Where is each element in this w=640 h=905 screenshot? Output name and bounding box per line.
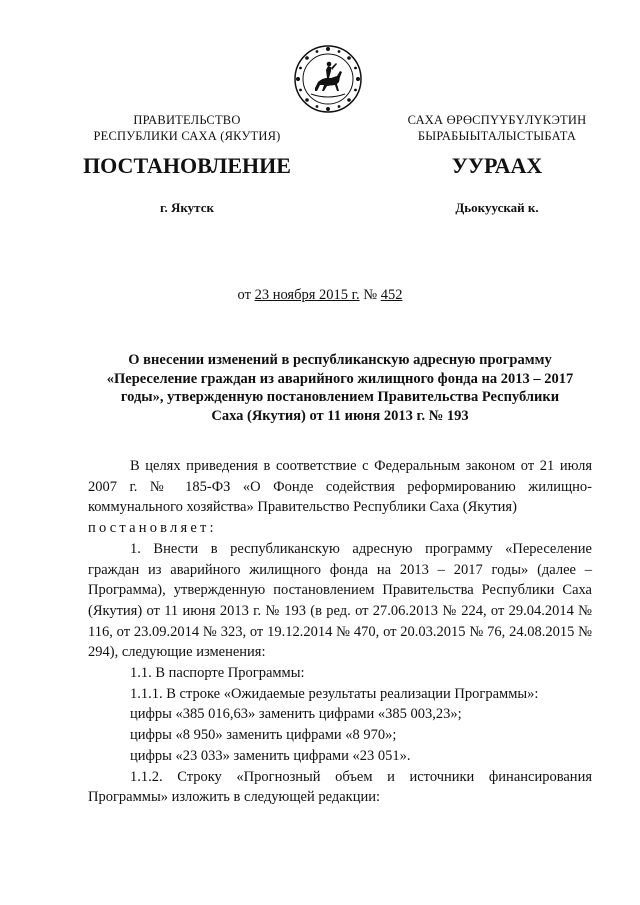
decree-title-sakha: УУРААХ (451, 153, 543, 178)
paragraph-resolves: постановляет: (88, 520, 217, 537)
title-line-2: «Переселение граждан из аварийного жилищного фонда на 2013 – 2017 (106, 370, 574, 387)
title-line-3: годы», утвержденную постановлением Правительства Республики (120, 389, 560, 405)
sakha-coat-of-arms-icon (293, 44, 363, 114)
document-title (88, 351, 592, 425)
government-line-1: ПРАВИТЕЛЬСТВО (133, 113, 241, 127)
paragraph-replace-2: цифры «8 950» заменить цифрами «8 970»; (130, 727, 397, 744)
paragraph-item-1-1-1: 1.1.1. В строке «Ожидаемые результаты реализации Программы»: (130, 685, 539, 702)
government-line-1: САХА ӨРӨСПҮҮБҮЛҮКЭТИН (407, 113, 587, 127)
document-body (88, 456, 592, 808)
decree-date: 23 ноября 2015 г. (254, 287, 360, 303)
coat-of-arms (293, 44, 363, 114)
paragraph-replace-1: цифры «385 016,63» заменить цифрами «385 003,23»; (130, 706, 462, 723)
paragraph-preamble: В целях приведения в соответствие с Федеральным законом от 21 июля 2007 г. № 185-ФЗ «О Фонде содействия реформированию жилищно-коммунального хозяйства» Правительство Республики Саха (Якутия) (88, 458, 592, 516)
city-sakha: Дьокуускай к. (455, 200, 539, 215)
government-line-2: РЕСПУБЛИКИ САХА (ЯКУТИЯ) (93, 129, 281, 143)
government-line-2: БЫРАБЫЫТАЛЫСТЫБАТА (417, 129, 577, 143)
decree-number: 452 (380, 287, 403, 303)
paragraph-item-1: 1. Внести в республиканскую адресную программу «Переселение граждан из аварийного жилищного фонда на 2013 – 2017 годы» (далее – Программа), утвержденную постановлением Правительства Республики Саха (Якутия) от 11 июня 2013 г. № 193 (в ред. от 27.06.2013 № 224, от 29.04.2014 № 116, от 23.09.2014 № 323, от 19.12.2014 № 470, от 20.03.2015 № 76, 24.08.2015 № 294), следующие изменения: (88, 540, 592, 661)
date-prefix: от (237, 287, 255, 303)
paragraph-item-1-1-2: 1.1.2. Строку «Прогнозный объем и источники финансирования Программы» изложить в следующей редакции: (88, 768, 592, 806)
city-russian: г. Якутск (160, 200, 214, 215)
title-line-4: Саха (Якутия) от 11 июня 2013 г. № 193 (211, 407, 469, 424)
paragraph-item-1-1: 1.1. В паспорте Программы: (130, 665, 305, 682)
government-name-sakha (380, 112, 614, 144)
decree-date-line (0, 287, 640, 304)
number-prefix: № (359, 287, 381, 303)
decree-title-russian: ПОСТАНОВЛЕНИЕ (83, 153, 291, 178)
government-name-russian (70, 112, 304, 144)
paragraph-replace-3: цифры «23 033» заменить цифрами «23 051». (130, 747, 411, 764)
title-line-1: О внесении изменений в республиканскую адресную программу (128, 352, 552, 368)
